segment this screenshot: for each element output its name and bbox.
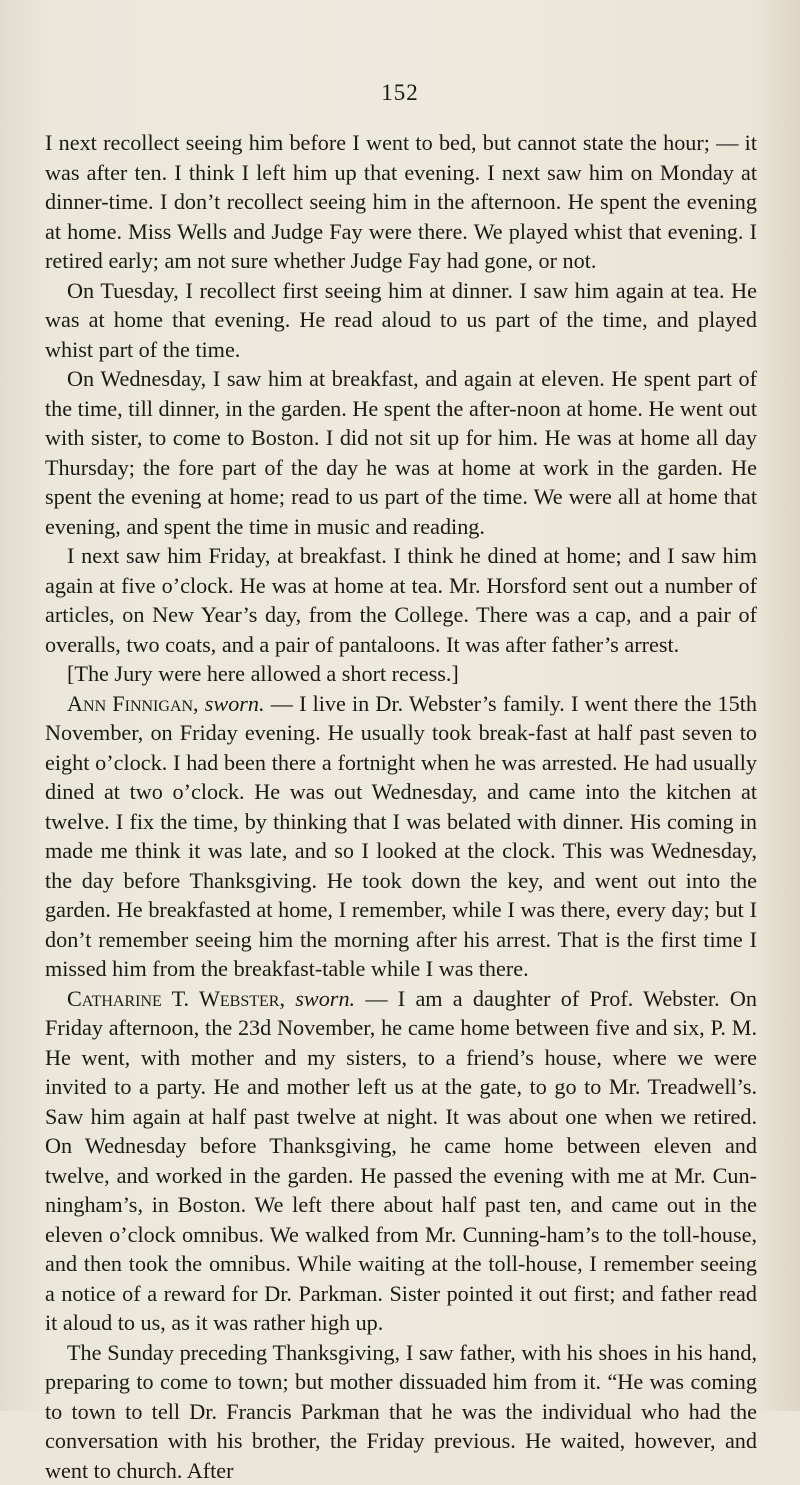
sworn-label: sworn. [205,691,265,716]
page-number: 152 [0,80,800,106]
paragraph: On Wednesday, I saw him at breakfast, and again at eleven. He spent part of the time, till dinner, in the garden. He spent the after-noon at home. He went out with sister, to come to Boston. I did not sit up for him. He was at home all day Thursday; the fore part of the day he was at home at work in the garden. He spent the evening at home; read to us part of the time. We were all at home that evening, and spent the time in music and reading. [45,364,757,541]
testimony-paragraph [45,689,757,984]
witness-name: Ann Finnigan, [67,691,199,716]
testimony-paragraph [45,984,757,1338]
testimony-text: — I live in Dr. Webster’s family. I went there the 15th November, on Friday evening. He usually took break-fast at half past seven to eight o’clock. I had been there a fortnight when he was arrested. He had usually dined at two o’clock. He was out Wednesday, and came into the kitchen at twelve. I fix the time, by thinking that I was belated with dinner. His coming in made me think it was late, and so I looked at the clock. This was Wednesday, the day before Thanksgiving. He took down the key, and went out into the garden. He breakfasted at home, I remember, while I was there, every day; but I don’t remember seeing him the morning after his arrest. That is the first time I missed him from the breakfast-table while I was there. [45,691,757,982]
body-text [45,128,757,1485]
recess-note: [The Jury were here allowed a short recess.] [45,659,757,689]
paragraph: On Tuesday, I recollect first seeing him at dinner. I saw him again at tea. He was at home that evening. He read aloud to us part of the time, and played whist part of the time. [45,276,757,365]
paragraph: The Sunday preceding Thanksgiving, I saw father, with his shoes in his hand, preparing to come to town; but mother dissuaded him from it. “He was coming to town to tell Dr. Francis Parkman that he was the individual who had the conversation with his brother, the Friday previous. He waited, however, and went to church. After [45,1338,757,1485]
paragraph: I next recollect seeing him before I went to bed, but cannot state the hour; — it was after ten. I think I left him up that evening. I next saw him on Monday at dinner-time. I don’t recollect seeing him in the afternoon. He spent the evening at home. Miss Wells and Judge Fay were there. We played whist that evening. I retired early; am not sure whether Judge Fay had gone, or not. [45,128,757,276]
testimony-text: — I am a daughter of Prof. Webster. On Friday afternoon, the 23d November, he came home between five and six, P. M. He went, with mother and my sisters, to a friend’s house, where we were invited to a party. He and mother left us at the gate, to go to Mr. Treadwell’s. Saw him again at half past twelve at night. It was about one when we retired. On Wednesday before Thanksgiving, he came home between eleven and twelve, and worked in the garden. He passed the evening with me at Mr. Cun-ningham’s, in Boston. We left there about half past ten, and came out in the eleven o’clock omnibus. We walked from Mr. Cunning-ham’s to the toll-house, and then took the omnibus. While waiting at the toll-house, I remember seeing a notice of a reward for Dr. Parkman. Sister pointed it out first; and father read it aloud to us, as it was rather high up. [45,986,757,1336]
witness-name: Catharine T. Webster, [67,986,285,1011]
paragraph: I next saw him Friday, at breakfast. I think he dined at home; and I saw him again at five o’clock. He was at home at tea. Mr. Horsford sent out a number of articles, on New Year’s day, from the College. There was a cap, and a pair of overalls, two coats, and a pair of pantaloons. It was after father’s arrest. [45,541,757,659]
sworn-label: sworn. [295,986,355,1011]
